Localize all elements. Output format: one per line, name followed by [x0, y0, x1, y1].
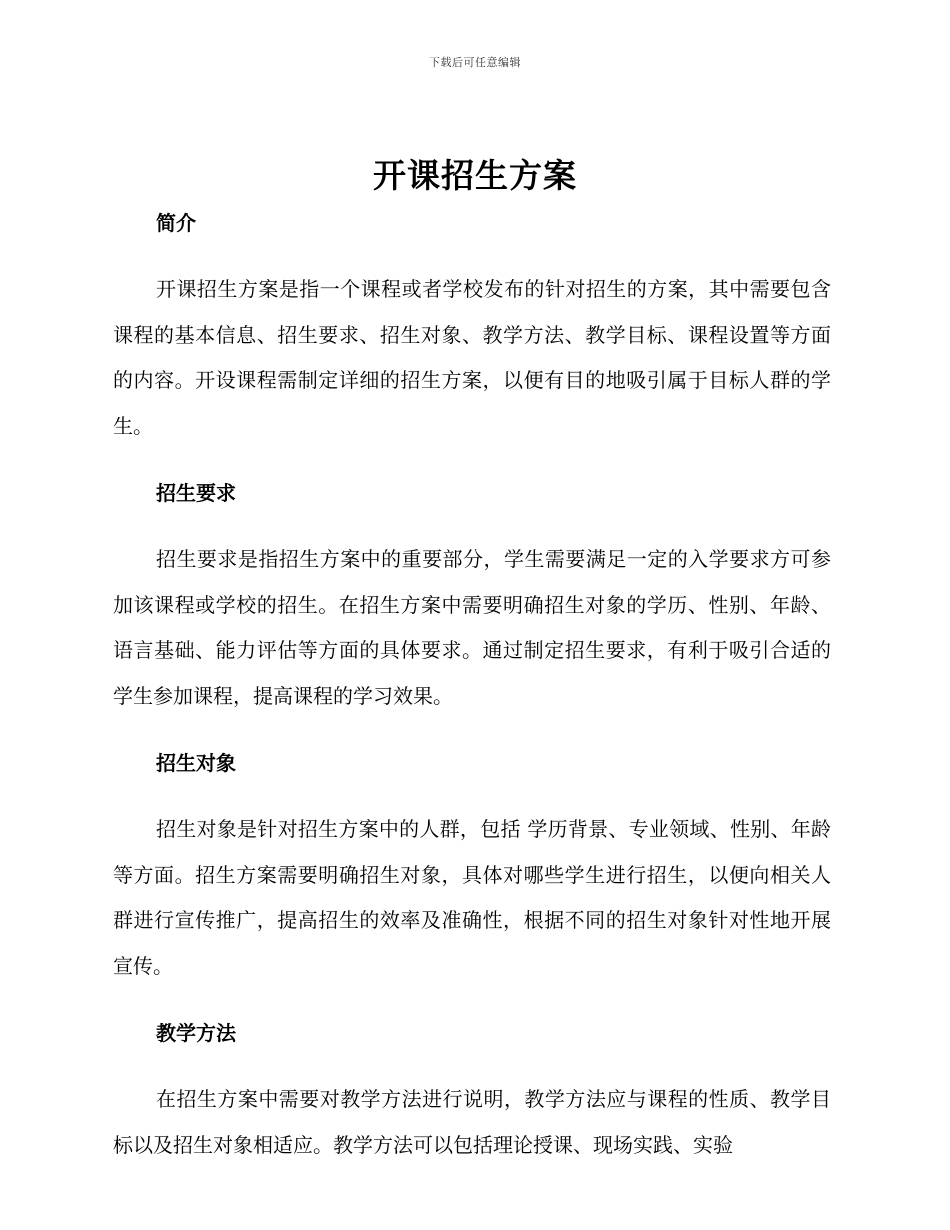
section-target-students	[113, 745, 831, 989]
section-teaching-methods	[113, 1015, 831, 1168]
section-paragraph: 招生对象是针对招生方案中的人群，包括 学历背景、专业领域、性别、年龄等方面。招生方案需要明确招生对象，具体对哪些学生进行招生，以便向相关人群进行宣传推广，提高招生的效率及准确性，根据不同的招生对象针对性地开展宣传。	[113, 817, 831, 978]
section-heading: 招生对象	[156, 751, 236, 775]
section-paragraph: 招生要求是指招生方案中的重要部分，学生需要满足一定的入学要求方可参加该课程或学校的招生。在招生方案中需要明确招生对象的学历、性别、年龄、语言基础、能力评估等方面的具体要求。通过制定招生要求，有利于吸引合适的学生参加课程，提高课程的学习效果。	[113, 547, 831, 708]
section-admission-requirements	[113, 475, 831, 719]
section-intro	[113, 205, 831, 449]
document-body	[113, 205, 831, 1168]
section-paragraph: 开课招生方案是指一个课程或者学校发布的针对招生的方案，其中需要包含课程的基本信息、招生要求、招生对象、教学方法、教学目标、课程设置等方面的内容。开设课程需制定详细的招生方案，以便有目的地吸引属于目标人群的学生。	[113, 277, 831, 438]
section-paragraph: 在招生方案中需要对教学方法进行说明，教学方法应与课程的性质、教学目标以及招生对象相适应。教学方法可以包括理论授课、现场实践、实验	[113, 1087, 831, 1157]
section-heading: 简介	[156, 211, 196, 235]
document-title: 开课招生方案	[373, 156, 577, 195]
page-header-note: 下载后可任意编辑	[429, 56, 521, 69]
section-heading: 教学方法	[156, 1021, 236, 1045]
section-heading: 招生要求	[156, 481, 236, 505]
